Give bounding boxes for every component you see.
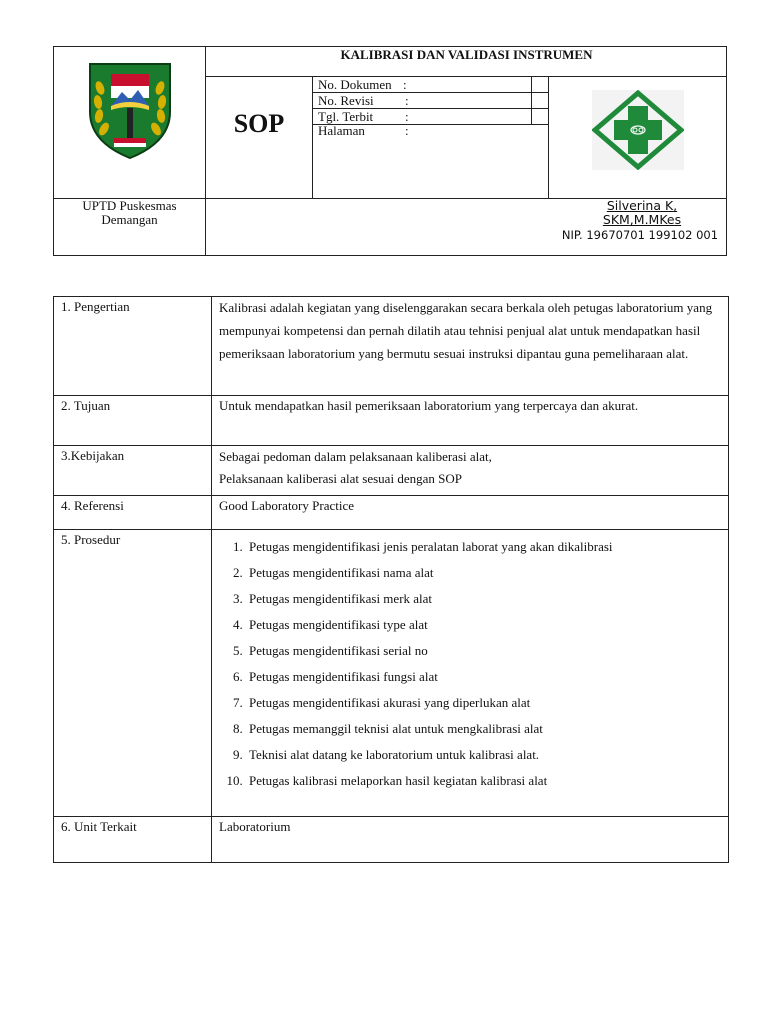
sop-content-table	[53, 296, 729, 863]
header-divider	[205, 76, 727, 77]
table-row	[54, 297, 729, 396]
procedure-step: 9. Teknisi alat datang ke laboratorium untuk kalibrasi alat.	[246, 742, 721, 768]
field-separator: :	[403, 77, 407, 92]
signatory-name-line1: Silverina K,	[606, 198, 678, 213]
section-label: 5. Prosedur	[54, 530, 212, 817]
signatory-name-line2: SKM,M.MKes	[602, 212, 682, 227]
table-row	[54, 817, 729, 863]
org-name-line1: UPTD Puskesmas	[82, 198, 177, 213]
field-halaman-label: Halaman	[318, 123, 365, 138]
section-content	[212, 530, 729, 817]
procedure-step: 2. Petugas mengidentifikasi nama alat	[246, 560, 721, 586]
procedure-step: 1. Petugas mengidentifikasi jenis peralatan laborat yang akan dikalibrasi	[246, 534, 721, 560]
table-row	[54, 446, 729, 496]
pengertian-text: Kalibrasi adalah kegiatan yang diselenggarakan secara berkala oleh petugas laboratorium yang mempunyai kompetensi dan pernah dilatih atau tehnisi penjual alat untuk mendapatkan hasil pemeriksaan laboratorium yang bermutu sesuai instruksi dipantau guna pemeliharaan alat.	[219, 300, 713, 361]
header-divider	[548, 76, 549, 198]
section-content	[212, 446, 729, 496]
field-separator: :	[405, 123, 409, 138]
procedure-step: 6. Petugas mengidentifikasi fungsi alat	[246, 664, 721, 690]
table-row	[54, 396, 729, 446]
header-divider	[531, 76, 532, 124]
procedure-steps-list	[219, 534, 721, 794]
procedure-step: 5. Petugas mengidentifikasi serial no	[246, 638, 721, 664]
regional-emblem-logo	[84, 60, 176, 160]
section-label: 2. Tujuan	[54, 396, 212, 446]
header-divider	[205, 46, 206, 256]
field-separator: :	[405, 93, 409, 108]
section-label: 1. Pengertian	[54, 297, 212, 396]
field-no-dokumen-label: No. Dokumen	[318, 77, 392, 92]
header-divider	[312, 76, 313, 198]
kebijakan-line2: Pelaksanaan kaliberasi alat sesuai dengan SOP	[219, 471, 462, 486]
signatory-nip: NIP. 19670701 199102 001	[561, 228, 719, 242]
org-name-line2: Demangan	[101, 212, 158, 227]
section-label: 4. Referensi	[54, 496, 212, 530]
document-title: KALIBRASI DAN VALIDASI INSTRUMEN	[340, 47, 593, 62]
field-no-revisi-label: No. Revisi	[318, 93, 374, 108]
unit-terkait-text: Laboratorium	[212, 817, 729, 863]
field-tgl-terbit-label: Tgl. Terbit	[318, 109, 374, 124]
procedure-step: 3. Petugas mengidentifikasi merk alat	[246, 586, 721, 612]
procedure-step: 8. Petugas memanggil teknisi alat untuk mengkalibrasi alat	[246, 716, 721, 742]
procedure-step: 10. Petugas kalibrasi melaporkan hasil kegiatan kalibrasi alat	[246, 768, 721, 794]
section-label: 6. Unit Terkait	[54, 817, 212, 863]
field-separator: :	[405, 109, 409, 124]
section-label: 3.Kebijakan	[54, 446, 212, 496]
sop-label: SOP	[233, 109, 285, 138]
procedure-step: 7. Petugas mengidentifikasi akurasi yang diperlukan alat	[246, 690, 721, 716]
referensi-text: Good Laboratory Practice	[212, 496, 729, 530]
kebijakan-line1: Sebagai pedoman dalam pelaksanaan kaliberasi alat,	[219, 449, 492, 464]
procedure-step: 4. Petugas mengidentifikasi type alat	[246, 612, 721, 638]
puskesmas-cross-logo	[592, 90, 684, 170]
table-row	[54, 530, 729, 817]
section-content	[212, 297, 729, 396]
table-row	[54, 496, 729, 530]
tujuan-text: Untuk mendapatkan hasil pemeriksaan laboratorium yang terpercaya dan akurat.	[212, 396, 729, 446]
